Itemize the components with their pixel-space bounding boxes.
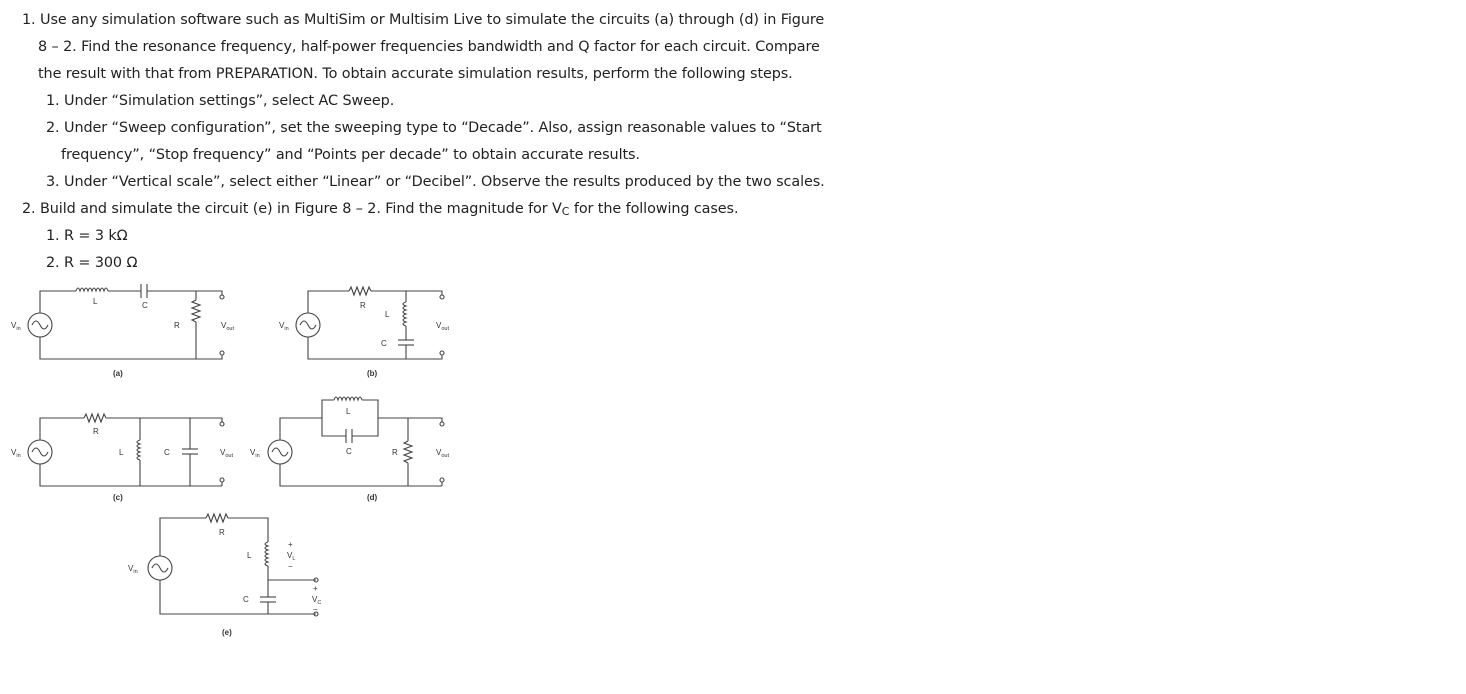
label-r-a: R bbox=[174, 321, 180, 330]
resistor-symbol bbox=[404, 441, 412, 463]
sub-item-text: Under “Sweep configuration”, set the sweeping type to “Decade”. Also, assign reasonable values to “Start bbox=[64, 120, 822, 136]
label-c-e: C bbox=[243, 595, 249, 604]
sub-item-text: R = 300 Ω bbox=[64, 255, 138, 271]
label-vin-b: $V_{in}$ bbox=[279, 321, 289, 332]
terminal-icon bbox=[440, 351, 444, 355]
inductor-symbol bbox=[137, 440, 140, 460]
terminal-icon bbox=[440, 422, 444, 426]
sub-item-marker: 2. bbox=[46, 255, 60, 271]
item-1-line-1 bbox=[22, 10, 824, 30]
caption-d: (d) bbox=[367, 493, 378, 502]
terminal-icon bbox=[220, 295, 224, 299]
label-vin-e: $V_{in}$ bbox=[128, 564, 138, 575]
circuit-figure bbox=[0, 278, 470, 648]
resistor-symbol bbox=[84, 414, 106, 422]
label-l-e: L bbox=[247, 551, 252, 560]
label-c-c: C bbox=[164, 448, 170, 457]
item-2-text-sub: C bbox=[561, 205, 570, 218]
label-l-d: L bbox=[346, 407, 351, 416]
label-r-d: R bbox=[392, 448, 398, 457]
label-r-e: R bbox=[219, 528, 225, 537]
label-l-c: L bbox=[119, 448, 124, 457]
label-vout-a: $V_{out}$ bbox=[221, 321, 234, 332]
caption-a: (a) bbox=[113, 369, 123, 378]
label-vout-d: $V_{out}$ bbox=[436, 448, 449, 459]
terminal-icon bbox=[220, 351, 224, 355]
resistor-symbol bbox=[206, 514, 228, 522]
label-c-a: C bbox=[142, 301, 148, 310]
label-minus-vl: − bbox=[288, 562, 293, 571]
label-r-b: R bbox=[360, 301, 366, 310]
item-1-marker: 1. bbox=[22, 12, 36, 28]
label-minus-vc: − bbox=[313, 605, 318, 614]
label-vout-b: $V_{out}$ bbox=[436, 321, 449, 332]
label-plus-vc: + bbox=[313, 584, 318, 593]
inductor-symbol bbox=[403, 302, 406, 326]
circuit-d bbox=[268, 397, 444, 486]
terminal-icon bbox=[220, 478, 224, 482]
sub-item-text: Under “Vertical scale”, select either “Linear” or “Decibel”. Observe the results produced by the two scales. bbox=[64, 174, 825, 190]
label-r-c: R bbox=[93, 427, 99, 436]
label-vout-c: $V_{out}$ bbox=[220, 448, 233, 459]
caption-c: (c) bbox=[113, 493, 123, 502]
caption-b: (b) bbox=[367, 369, 378, 378]
item-2-text-post: for the following cases. bbox=[569, 201, 739, 217]
item-2-text-pre: Build and simulate the circuit (e) in Figure 8 – 2. Find the magnitude for V bbox=[40, 201, 562, 217]
label-vl: $V_L$ bbox=[287, 551, 296, 562]
inductor-symbol bbox=[334, 397, 362, 400]
sub-item-marker: 2. bbox=[46, 120, 60, 136]
resistor-symbol bbox=[192, 300, 200, 322]
sub-item-text: R = 3 kΩ bbox=[64, 228, 128, 244]
sub-item-text: Under “Simulation settings”, select AC Sweep. bbox=[64, 93, 395, 109]
item-1-text-2: 8 – 2. Find the resonance frequency, half-power frequencies bandwidth and Q factor for each circuit. Compare bbox=[38, 39, 820, 55]
label-plus-vl: + bbox=[288, 540, 293, 549]
label-c-b: C bbox=[381, 339, 387, 348]
terminal-icon bbox=[440, 478, 444, 482]
caption-e: (e) bbox=[222, 628, 232, 637]
item-1-text-3: the result with that from PREPARATION. To obtain accurate simulation results, perform the following steps. bbox=[38, 66, 793, 82]
sub-item-1-3 bbox=[46, 172, 825, 192]
label-l-b: L bbox=[385, 310, 390, 319]
inductor-symbol bbox=[76, 288, 108, 291]
resistor-symbol bbox=[349, 287, 371, 295]
label-vin-d: $V_{in}$ bbox=[250, 448, 260, 459]
item-1-text-1: Use any simulation software such as MultiSim or Multisim Live to simulate the circuits (a) through (d) in Figure bbox=[40, 12, 825, 28]
sub-item-1-1 bbox=[46, 91, 394, 111]
sub-item-1-2 bbox=[46, 118, 822, 138]
label-l-a: L bbox=[93, 297, 98, 306]
label-vin-c: $V_{in}$ bbox=[11, 448, 21, 459]
sub-item-marker: 3. bbox=[46, 174, 60, 190]
label-c-d: C bbox=[346, 447, 352, 456]
sub-item-marker: 1. bbox=[46, 93, 60, 109]
inductor-symbol bbox=[265, 542, 268, 566]
circuit-b bbox=[296, 287, 444, 359]
terminal-icon bbox=[220, 422, 224, 426]
sub-item-1-2-cont: frequency”, “Stop frequency” and “Points per decade” to obtain accurate results. bbox=[61, 147, 640, 163]
circuit-a bbox=[28, 284, 224, 359]
item-2-line bbox=[22, 199, 738, 222]
circuit-c bbox=[28, 414, 224, 486]
sub-item-marker: 1. bbox=[46, 228, 60, 244]
item-2-marker: 2. bbox=[22, 201, 36, 217]
label-vin-a: $V_{in}$ bbox=[11, 321, 21, 332]
sub-item-2-2 bbox=[46, 253, 137, 273]
label-vc: $V_C$ bbox=[312, 595, 322, 606]
sub-item-2-1 bbox=[46, 226, 127, 246]
terminal-icon bbox=[440, 295, 444, 299]
